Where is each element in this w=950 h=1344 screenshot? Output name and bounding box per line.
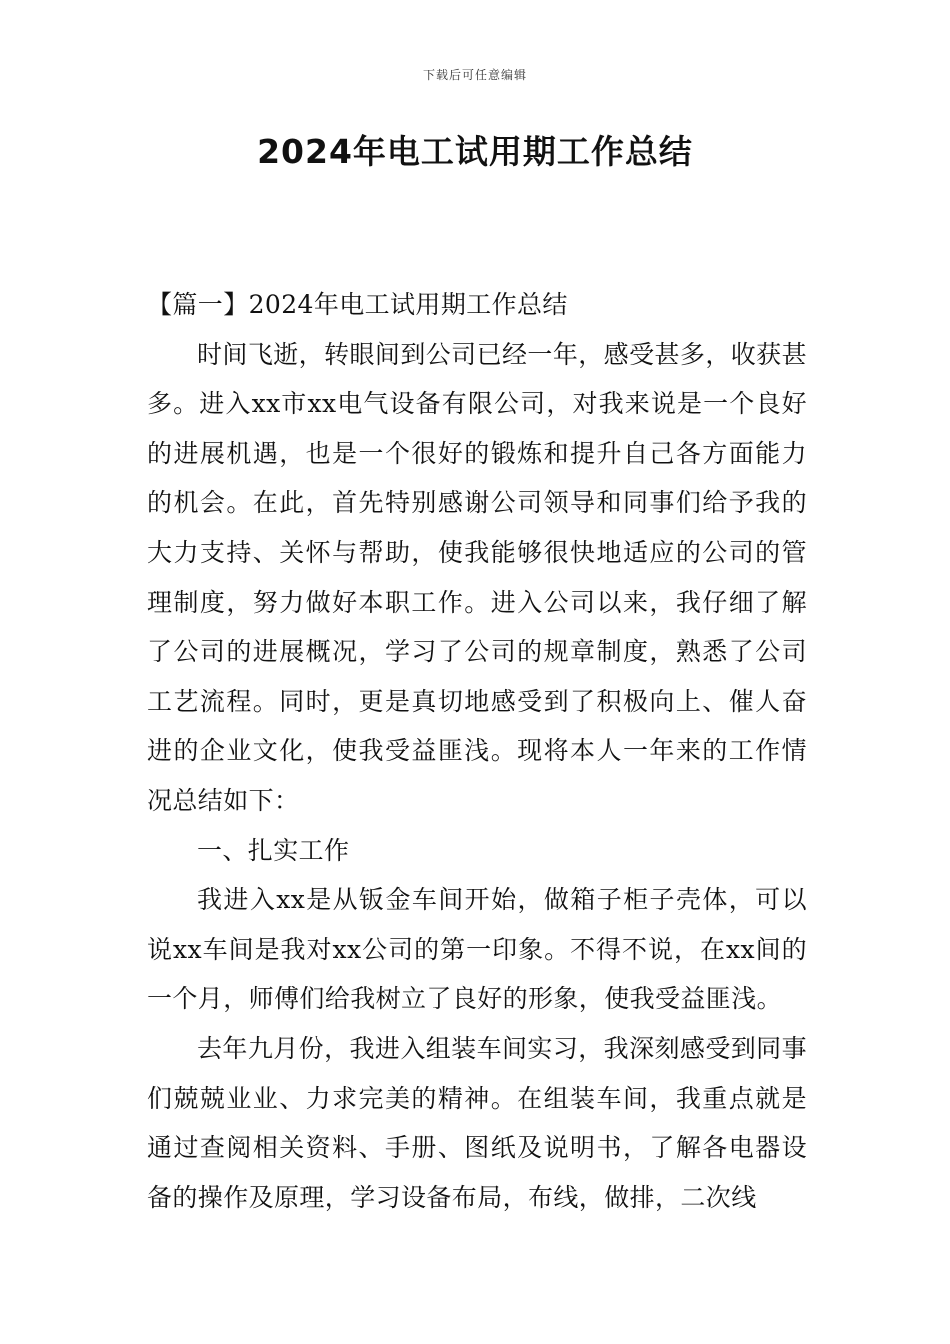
paragraph-sheet-metal: 我进入xx是从钣金车间开始，做箱子柜子壳体，可以说xx车间是我对xx公司的第一印象。不得不说，在xx间的一个月，师傅们给我树立了良好的形象，使我受益匪浅。 bbox=[147, 885, 807, 1014]
document-title: 2024年电工试用期工作总结 bbox=[257, 132, 693, 171]
subheading-solid-work: 一、扎实工作 bbox=[197, 835, 350, 865]
section-heading: 【篇一】2024年电工试用期工作总结 bbox=[147, 290, 568, 319]
paragraph-intro: 时间飞逝，转眼间到公司已经一年，感受甚多，收获甚多。进入xx市xx电气设备有限公司，对我来说是一个良好的进展机遇，也是一个很好的锻炼和提升自己各方面能力的机会。在此，首先特别感谢公司领导和同事们给予我的大力支持、关怀与帮助，使我能够很快地适应的公司的管理制度，努力做好本职工作。进入公司以来，我仔细了解了公司的进展概况，学习了公司的规章制度，熟悉了公司工艺流程。同时，更是真切地感受到了积极向上、催人奋进的企业文化，使我受益匪浅。现将本人一年来的工作情况总结如下： bbox=[147, 339, 807, 815]
paragraph-assembly: 去年九月份，我进入组装车间实习，我深刻感受到同事们兢兢业业、力求完美的精神。在组装车间，我重点就是通过查阅相关资料、手册、图纸及说明书，了解各电器设备的操作及原理，学习设备布局，布线，做排，二次线 bbox=[147, 1033, 807, 1212]
header-note: 下载后可任意编辑 bbox=[422, 68, 527, 82]
document-body bbox=[147, 280, 807, 1222]
